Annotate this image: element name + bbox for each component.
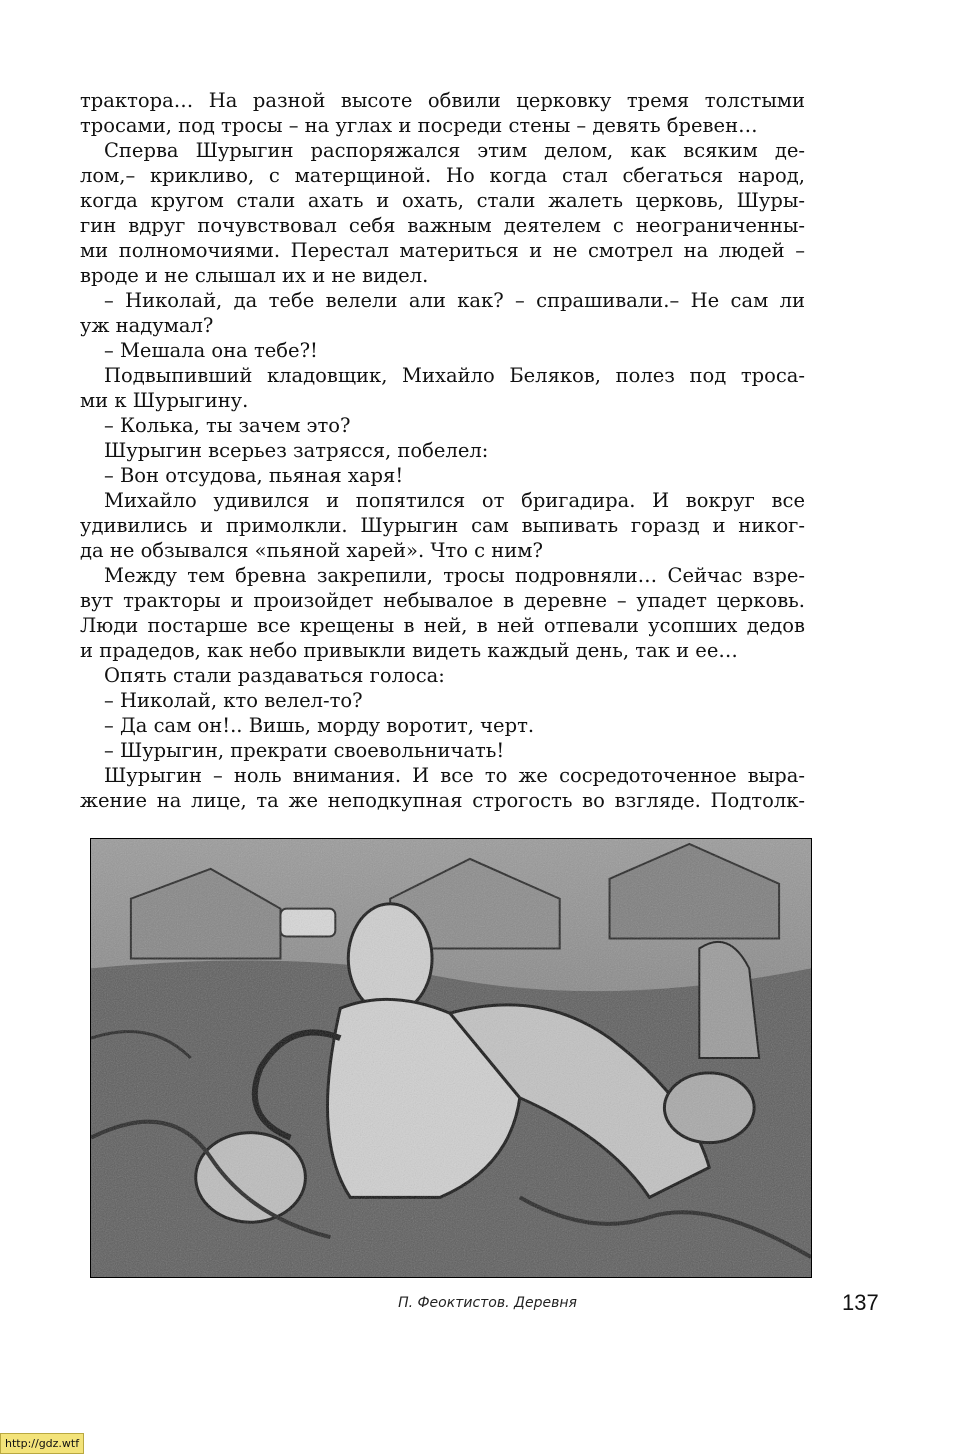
text-line: трактора… На разной высоте обвили церковку тремя толстыми: [80, 89, 805, 112]
text-line: Шурыгин – ноль внимания. И все то же сосредоточенное выра-: [104, 764, 805, 787]
text-line: Между тем бревна закрепили, тросы подровняли… Сейчас взре-: [104, 564, 805, 587]
text-line: когда кругом стали ахать и охать, стали жалеть церковь, Шуры-: [80, 189, 805, 212]
illustration-caption: П. Феоктистов. Деревня: [398, 1295, 577, 1311]
text-line: – Николай, кто велел-то?: [104, 689, 363, 712]
text-line: и прадедов, как небо привыкли видеть каждый день, так и ее…: [80, 639, 738, 662]
text-line: Люди постарше все крещены в ней, в ней отпевали усопших дедов: [80, 614, 805, 637]
painting-image: [91, 839, 811, 1277]
text-line: тросами, под тросы – на углах и посреди стены – девять бревен…: [80, 114, 758, 137]
text-line: – Мешала она тебе?!: [104, 339, 318, 362]
text-line: Михайло удивился и попятился от бригадира. И вокруг все: [104, 489, 805, 512]
page-number: 137: [842, 1290, 879, 1315]
text-line: – Вон отсудова, пьяная харя!: [104, 464, 404, 487]
text-line: Шурыгин всерьез затрясся, побелел:: [104, 439, 489, 462]
illustration: [90, 838, 812, 1278]
text-line: ми к Шурыгину.: [80, 389, 249, 412]
watermark-link[interactable]: http://gdz.wtf: [0, 1433, 84, 1454]
text-line: – Шурыгин, прекрати своевольничать!: [104, 739, 505, 762]
text-line: жение на лице, та же неподкупная строгость во взгляде. Подтолк-: [80, 789, 805, 812]
text-line: лом,– крикливо, с матерщиной. Но когда стал сбегаться народ,: [80, 164, 805, 187]
text-line: Сперва Шурыгин распоряжался этим делом, как всяким де-: [104, 139, 805, 162]
text-line: вроде и не слышал их и не видел.: [80, 264, 429, 287]
text-line: вут тракторы и произойдет небывалое в деревне – упадет церковь.: [80, 589, 805, 612]
body-text: [80, 88, 805, 813]
text-line: да не обзывался «пьяной харей». Что с ним?: [80, 539, 543, 562]
text-line: – Николай, да тебе велели али как? – спрашивали.– Не сам ли: [104, 289, 805, 312]
text-line: Опять стали раздаваться голоса:: [104, 664, 445, 687]
text-line: – Да сам он!.. Вишь, морду воротит, черт.: [104, 714, 535, 737]
text-line: уж надумал?: [80, 314, 214, 337]
text-line: гин вдруг почувствовал себя важным деятелем с неограниченны-: [80, 214, 805, 237]
text-line: удивились и примолкли. Шурыгин сам выпивать горазд и никог-: [80, 514, 805, 537]
text-line: Подвыпивший кладовщик, Михайло Беляков, полез под троса-: [104, 364, 805, 387]
text-line: – Колька, ты зачем это?: [104, 414, 351, 437]
text-line: ми полномочиями. Перестал материться и не смотрел на людей –: [80, 239, 805, 262]
